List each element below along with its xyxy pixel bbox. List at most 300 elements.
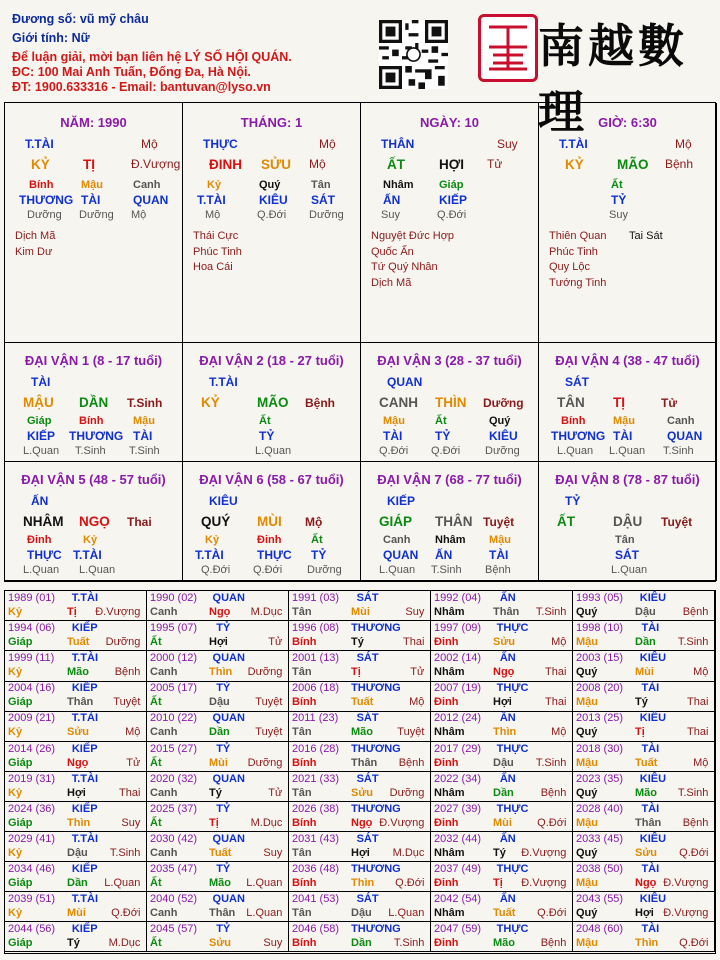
year-stem: Quý	[576, 786, 598, 799]
year-label: 2024 (36)	[8, 802, 56, 815]
hidden-status: Dưỡng	[309, 209, 344, 221]
year-life-stage: Suy	[405, 606, 425, 618]
year-label: 1999 (11)	[8, 652, 55, 665]
shensha-list	[371, 229, 454, 291]
year-cell	[431, 772, 573, 802]
hidden-status: Dưỡng	[79, 209, 114, 221]
year-branch: Tị	[635, 726, 645, 739]
year-cell	[573, 802, 715, 832]
year-branch: Ngọ	[209, 606, 231, 618]
year-branch: Tuất	[209, 846, 232, 859]
year-branch: Thìn	[67, 816, 91, 829]
year-branch: Thìn	[635, 937, 659, 950]
earthly-branch: MÙI	[257, 514, 282, 529]
hidden-status: L.Quan	[79, 564, 116, 576]
year-god: SÁT	[356, 772, 379, 785]
year-branch: Dần	[209, 726, 230, 739]
pillar-cell	[183, 103, 361, 343]
year-stem: Ất	[150, 636, 162, 649]
earthly-branch: MÃO	[257, 395, 289, 410]
hidden-stem: Quý	[489, 415, 511, 427]
year-cell	[573, 591, 715, 621]
hidden-status: T.Sinh	[663, 445, 694, 457]
year-stem: Bính	[292, 937, 317, 950]
year-branch: Ngọ	[635, 876, 657, 889]
year-cell	[573, 922, 715, 952]
year-label: 2004 (16)	[8, 682, 56, 695]
hidden-god: TỶ	[311, 548, 327, 562]
hidden-status: Mộ	[131, 209, 147, 221]
year-cell	[5, 832, 147, 862]
year-life-stage: Dưỡng	[247, 756, 283, 769]
life-stage: Tuyệt	[661, 515, 693, 529]
year-cell	[147, 862, 289, 892]
year-stem: Tân	[292, 846, 312, 859]
year-stem: Bính	[292, 696, 317, 709]
heavenly-stem: ẤT	[557, 514, 575, 529]
hidden-god: THƯƠNG	[551, 429, 606, 443]
year-life-stage: Mộ	[409, 696, 425, 709]
shensha-item: Tướng Tinh	[549, 276, 607, 289]
year-life-stage: Bệnh	[682, 606, 709, 618]
year-branch: Hợi	[209, 636, 228, 649]
pillar-cell	[539, 103, 717, 343]
year-life-stage: Q.Đới	[537, 907, 567, 919]
heavenly-stem: TÂN	[557, 395, 585, 410]
year-branch: Tuất	[351, 696, 374, 709]
year-god: THƯƠNG	[351, 682, 401, 695]
year-life-stage: Dưỡng	[389, 786, 425, 799]
year-stem: Quý	[576, 606, 598, 618]
year-branch: Tị	[67, 606, 77, 618]
year-branch: Mão	[635, 786, 657, 799]
shensha-item: Quốc Ấn	[371, 245, 414, 258]
year-label: 2041 (53)	[292, 893, 340, 905]
year-branch: Tý	[209, 786, 222, 799]
ten-god: SÁT	[565, 375, 589, 389]
year-stem: Ất	[150, 756, 162, 769]
year-branch: Tuất	[493, 907, 516, 919]
year-stem: Bính	[292, 756, 317, 769]
hidden-god: THƯƠNG	[19, 193, 74, 207]
hidden-stem: Nhâm	[435, 534, 466, 546]
year-stem: Mậu	[576, 756, 598, 769]
shensha-item: Nguyệt Đức Hợp	[371, 230, 455, 242]
year-god: TÀI	[641, 802, 660, 815]
year-god: KIÊU	[639, 652, 667, 665]
year-life-stage: L.Quan	[388, 907, 425, 919]
year-life-stage: Tuyệt	[255, 726, 283, 739]
shensha-item: Dịch Mã	[15, 230, 56, 242]
phone-email[interactable]: ĐT: 1900.633316 - Email: bantuvan@lyso.vn	[12, 80, 271, 94]
year-cell	[147, 802, 289, 832]
year-branch: Dần	[67, 876, 88, 889]
hidden-god: KIẾP	[27, 429, 56, 443]
year-cell	[431, 591, 573, 621]
year-cell	[147, 681, 289, 711]
year-god: SÁT	[356, 832, 379, 845]
year-branch: Mùi	[635, 666, 654, 679]
year-cell	[431, 832, 573, 862]
hidden-god: T.TÀI	[197, 193, 226, 207]
year-branch: Dậu	[67, 846, 88, 859]
year-stem: Đinh	[434, 636, 459, 649]
year-life-stage: Suy	[263, 937, 283, 950]
year-god: ẤN	[499, 652, 516, 665]
year-god: KIẾP	[71, 682, 98, 695]
year-god: QUAN	[212, 772, 245, 785]
year-stem: Nhâm	[434, 666, 465, 679]
ten-god: TỶ	[565, 494, 581, 508]
year-branch: Sửu	[351, 786, 374, 799]
year-god: KIÊU	[639, 832, 667, 845]
year-branch: Mão	[493, 937, 515, 950]
year-label: 2023 (35)	[576, 772, 624, 785]
year-life-stage: Suy	[121, 816, 141, 829]
year-label: 2010 (22)	[150, 712, 198, 725]
year-god: THƯƠNG	[351, 742, 401, 755]
hidden-status: Q.Đới	[201, 564, 231, 576]
year-god: TỶ	[216, 802, 231, 815]
year-life-stage: Dưỡng	[105, 636, 141, 649]
life-stage: Mộ	[305, 515, 323, 529]
hidden-status: L.Quan	[611, 564, 648, 576]
year-god: TỶ	[216, 923, 231, 936]
year-branch: Tị	[493, 876, 503, 889]
hidden-stem: Bính	[29, 179, 54, 191]
year-god: T.TÀI	[71, 652, 99, 665]
year-stem: Đinh	[434, 756, 459, 769]
earthly-branch: THÂN	[435, 514, 473, 529]
year-god: ẤN	[499, 832, 516, 845]
year-label: 2029 (41)	[8, 832, 56, 845]
year-god: TÀI	[641, 622, 660, 635]
gender: Giới tính: Nữ	[12, 31, 90, 45]
shensha-list	[549, 229, 606, 291]
year-god: QUAN	[212, 712, 245, 725]
year-life-stage: Tử	[268, 636, 283, 649]
hidden-god: ẤN	[435, 548, 453, 562]
year-stem: Canh	[150, 726, 178, 739]
year-cell	[147, 711, 289, 741]
year-stem: Kỷ	[8, 666, 23, 679]
year-stem: Kỷ	[8, 846, 23, 859]
heavenly-stem: CANH	[379, 395, 418, 410]
heavenly-stem: GIÁP	[379, 514, 413, 529]
shensha-item: Phúc Tinh	[549, 245, 598, 258]
year-life-stage: Bệnh	[540, 786, 567, 799]
pillar-status: Suy	[497, 137, 518, 151]
year-branch: Dần	[351, 937, 372, 950]
year-god: TỶ	[216, 622, 231, 635]
year-cell	[289, 892, 431, 922]
year-life-stage: Dưỡng	[247, 666, 283, 679]
year-label: 2009 (21)	[8, 712, 56, 725]
life-stage: Dưỡng	[483, 396, 524, 410]
year-god: KIÊU	[639, 893, 667, 905]
luck-pillar-cell	[5, 343, 183, 462]
year-stem: Bính	[292, 636, 317, 649]
luck-pillar-cell	[5, 462, 183, 581]
year-label: 2002 (14)	[434, 652, 482, 665]
hidden-status: L.Quan	[557, 445, 594, 457]
year-life-stage: Mộ	[693, 666, 709, 679]
year-god: THƯƠNG	[351, 622, 401, 635]
year-life-stage: Thai	[686, 726, 709, 739]
year-branch: Dậu	[635, 606, 656, 618]
year-branch: Hợi	[635, 907, 654, 919]
shensha-item: Thiên Quan	[549, 230, 607, 242]
hidden-god: TÀI	[613, 429, 633, 443]
life-stage: Đ.Vượng	[131, 157, 181, 171]
year-label: 1992 (04)	[434, 592, 482, 604]
year-stem: Giáp	[8, 937, 33, 950]
year-cell	[5, 591, 147, 621]
earthly-branch: THÌN	[435, 395, 467, 410]
hidden-stem: Ất	[311, 534, 323, 546]
year-label: 2013 (25)	[576, 712, 624, 725]
hidden-stem: Bính	[561, 415, 586, 427]
luck-title: ĐẠI VẬN 8 (78 - 87 tuổi)	[555, 472, 700, 487]
year-cell	[5, 922, 147, 952]
hidden-god: KIÊU	[259, 193, 288, 207]
year-stem: Canh	[150, 666, 178, 679]
year-cell	[431, 681, 573, 711]
shensha-list	[629, 229, 663, 245]
year-stem: Bính	[292, 876, 317, 889]
earthly-branch: TỊ	[613, 395, 625, 410]
hidden-status: Suy	[381, 209, 400, 221]
year-god: T.TÀI	[71, 832, 99, 845]
year-god: KIẾP	[71, 923, 98, 936]
year-god: TÀI	[641, 923, 660, 936]
year-stem: Ất	[150, 816, 162, 829]
hidden-status: Q.Đới	[431, 445, 461, 457]
year-cell	[573, 621, 715, 651]
year-cell	[431, 651, 573, 681]
year-stem: Tân	[292, 907, 312, 919]
year-cell	[289, 651, 431, 681]
luck-title: ĐẠI VẬN 6 (58 - 67 tuổi)	[199, 472, 344, 487]
year-cell	[147, 922, 289, 952]
year-life-stage: T.Sinh	[677, 786, 709, 799]
year-life-stage: L.Quan	[246, 907, 283, 919]
year-label: 2017 (29)	[434, 742, 482, 755]
shensha-item: Dịch Mã	[371, 276, 412, 289]
year-cell	[147, 772, 289, 802]
shensha-list	[15, 229, 55, 260]
hidden-stem: Tân	[615, 534, 635, 546]
year-life-stage: Tử	[126, 756, 141, 769]
year-life-stage: Thai	[118, 786, 141, 799]
luck-pillar-cell	[183, 343, 361, 462]
year-branch: Ngọ	[67, 756, 89, 769]
heavenly-stem: ĐINH	[209, 157, 242, 172]
year-god: TỶ	[216, 742, 231, 755]
year-branch: Mùi	[209, 756, 228, 769]
ten-god: T.TÀI	[559, 137, 588, 151]
hidden-status: T.Sinh	[129, 445, 160, 457]
year-branch: Sửu	[209, 937, 232, 950]
year-stem: Quý	[576, 846, 598, 859]
life-stage: Mộ	[309, 157, 326, 171]
year-stem: Mậu	[576, 876, 598, 889]
year-life-stage: Đ.Vượng	[521, 846, 567, 859]
year-label: 2036 (48)	[292, 862, 340, 875]
hidden-status: Suy	[609, 209, 628, 221]
year-life-stage: Q.Đới	[395, 876, 425, 889]
life-stage: Bệnh	[665, 157, 694, 171]
hidden-stem: Đinh	[27, 534, 52, 546]
year-life-stage: T.Sinh	[677, 636, 709, 649]
pillar-title: NGÀY: 10	[420, 115, 479, 130]
earthly-branch: MÃO	[617, 157, 649, 172]
shensha-item: Hoa Cái	[193, 261, 233, 273]
year-stem: Canh	[150, 846, 178, 859]
year-branch: Tuất	[67, 636, 90, 649]
year-label: 2021 (33)	[292, 772, 340, 785]
year-label: 2033 (45)	[576, 832, 624, 845]
year-label: 2043 (55)	[576, 893, 624, 905]
ten-god: KIẾP	[387, 494, 416, 508]
year-label: 1996 (08)	[292, 622, 340, 635]
year-cell	[573, 772, 715, 802]
year-life-stage: Tử	[268, 786, 283, 799]
year-stem: Ất	[150, 696, 162, 709]
year-life-stage: Đ.Vượng	[521, 876, 567, 889]
year-god: SÁT	[356, 652, 379, 665]
year-label: 2011 (23)	[292, 712, 339, 725]
year-label: 2028 (40)	[576, 802, 624, 815]
year-life-stage: T.Sinh	[535, 606, 567, 618]
year-cell	[289, 832, 431, 862]
year-cell	[573, 742, 715, 772]
hidden-god: SÁT	[615, 548, 639, 562]
hidden-god: THƯƠNG	[69, 429, 124, 443]
address: ĐC: 100 Mai Anh Tuấn, Đống Đa, Hà Nội.	[12, 65, 251, 79]
life-stage: T.Sinh	[127, 396, 163, 410]
hidden-stem: Giáp	[27, 415, 52, 427]
year-life-stage: Thai	[402, 636, 425, 649]
hidden-stem: Mậu	[613, 415, 635, 427]
hidden-stem: Đinh	[257, 534, 282, 546]
year-branch: Hợi	[493, 696, 512, 709]
year-god: SÁT	[356, 592, 379, 604]
year-god: ẤN	[499, 893, 516, 905]
hidden-status: L.Quan	[23, 445, 60, 457]
hidden-stem: Kỷ	[83, 534, 98, 546]
year-stem: Tân	[292, 786, 312, 799]
year-label: 2045 (57)	[150, 923, 198, 936]
shensha-item: Quy Lộc	[549, 261, 590, 273]
luck-pillar-cell	[361, 343, 539, 462]
hidden-stem: Kỷ	[205, 534, 220, 546]
year-cell	[431, 711, 573, 741]
year-label: 2014 (26)	[8, 742, 56, 755]
hidden-status: Dưỡng	[27, 209, 62, 221]
hidden-status: Dưỡng	[307, 564, 342, 576]
ten-god: THỰC	[203, 137, 238, 151]
life-stage: Bệnh	[305, 396, 335, 410]
hidden-status: L.Quan	[609, 445, 646, 457]
pillar-title: NĂM: 1990	[60, 115, 127, 130]
year-cell	[573, 651, 715, 681]
life-stage: Tử	[661, 396, 678, 410]
heavenly-stem: ẤT	[387, 157, 405, 172]
year-cell	[5, 711, 147, 741]
year-life-stage: Bệnh	[682, 816, 709, 829]
year-branch: Mão	[351, 726, 373, 739]
hidden-stem: Kỷ	[207, 179, 222, 191]
year-branch: Sửu	[493, 636, 516, 649]
year-branch: Ngọ	[493, 666, 515, 679]
year-god: KIẾP	[71, 622, 98, 635]
year-label: 2008 (20)	[576, 682, 624, 695]
hidden-status: Q.Đới	[257, 209, 287, 221]
year-god: TỶ	[216, 682, 231, 695]
hidden-stem: Ất	[611, 179, 623, 191]
year-stem: Kỷ	[8, 786, 23, 799]
luck-title: ĐẠI VẬN 1 (8 - 17 tuổi)	[24, 353, 163, 368]
year-stem: Nhâm	[434, 846, 465, 859]
year-cell	[573, 892, 715, 922]
year-label: 2030 (42)	[150, 832, 198, 845]
year-life-stage: Suy	[263, 846, 283, 859]
year-label: 2032 (44)	[434, 832, 482, 845]
year-life-stage: Tuyệt	[397, 726, 425, 739]
year-cell	[147, 892, 289, 922]
hidden-stem: Mậu	[133, 415, 155, 427]
year-god: T.TÀI	[71, 592, 99, 604]
hidden-stem: Tân	[311, 179, 331, 191]
year-branch: Tý	[635, 696, 648, 709]
year-stem: Kỷ	[8, 726, 23, 739]
earthly-branch: SỬU	[261, 157, 291, 172]
earthly-branch: HỢI	[439, 157, 465, 172]
year-branch: Dậu	[351, 907, 372, 919]
heavenly-stem: QUÝ	[201, 514, 231, 529]
year-god: THỰC	[496, 802, 529, 815]
year-stem: Quý	[576, 726, 598, 739]
year-life-stage: Đ.Vượng	[663, 907, 709, 919]
life-stage: Tuyệt	[483, 515, 515, 529]
year-cell	[5, 742, 147, 772]
year-god: THƯƠNG	[351, 802, 401, 815]
year-branch: Sửu	[635, 846, 658, 859]
ten-god: T.TÀI	[25, 137, 54, 151]
shensha-item: Tứ Quý Nhân	[371, 261, 438, 273]
year-label: 1989 (01)	[8, 592, 56, 604]
pillar-title: GIỜ: 6:30	[598, 115, 657, 130]
year-stem: Đinh	[434, 696, 459, 709]
year-label: 2000 (12)	[150, 652, 198, 665]
year-life-stage: T.Sinh	[109, 846, 141, 859]
year-god: SÁT	[356, 712, 379, 725]
year-god: TÀI	[641, 742, 660, 755]
year-cell	[289, 772, 431, 802]
year-god: KIẾP	[71, 742, 98, 755]
annual-table	[4, 590, 716, 954]
shensha-item: Tai Sát	[629, 230, 663, 242]
year-label: 2037 (49)	[434, 862, 482, 875]
year-stem: Mậu	[576, 696, 598, 709]
qr-code-icon[interactable]	[379, 20, 448, 89]
year-branch: Mão	[209, 876, 231, 889]
year-branch: Sửu	[67, 726, 90, 739]
hidden-god: QUAN	[133, 193, 169, 207]
seal-icon	[478, 14, 538, 82]
year-label: 2005 (17)	[150, 682, 198, 695]
